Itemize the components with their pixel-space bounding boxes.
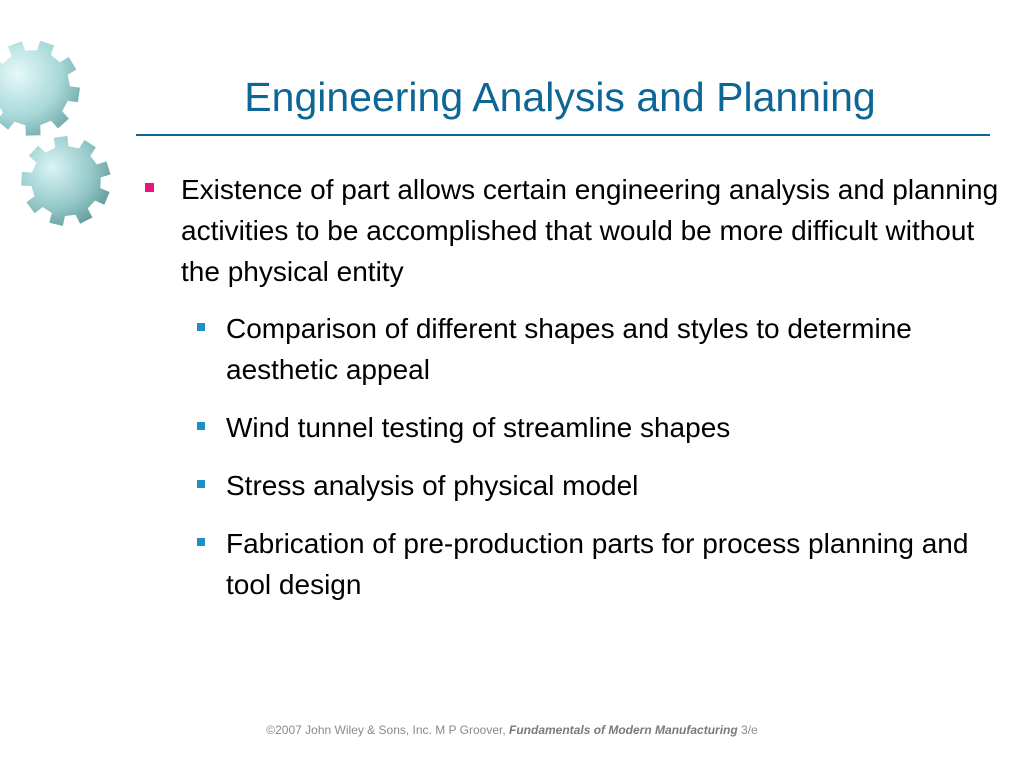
sub-bullet-2	[140, 407, 1000, 448]
sub-bullet-square-icon	[197, 323, 205, 331]
sub-bullet-square-icon	[197, 480, 205, 488]
sub-bullet-text: Fabrication of pre-production parts for process planning and tool design	[226, 528, 969, 600]
bullet-square-icon	[145, 183, 154, 192]
sub-bullet-1	[140, 308, 1000, 390]
slide-content	[140, 169, 1000, 622]
sub-bullet-4	[140, 523, 1000, 605]
gear-icon-bottom	[21, 136, 110, 226]
title-divider	[136, 134, 990, 136]
bullet-main	[140, 169, 1000, 292]
gear-shape	[0, 41, 80, 136]
footer-edition: 3/e	[737, 723, 758, 737]
sub-bullet-3	[140, 465, 1000, 506]
sub-bullet-text: Comparison of different shapes and styles to determine aesthetic appeal	[226, 313, 912, 385]
slide-title: Engineering Analysis and Planning	[244, 74, 876, 120]
gears-decoration	[0, 0, 130, 240]
sub-bullet-text: Stress analysis of physical model	[226, 470, 639, 501]
gear-shape	[21, 136, 110, 226]
sub-bullet-square-icon	[197, 422, 205, 430]
sub-bullet-list	[140, 308, 1000, 605]
bullet-main-text: Existence of part allows certain engineering analysis and planning activities to be accomplished that would be more difficult without the physical entity	[181, 174, 999, 287]
footer-copyright: ©2007 John Wiley & Sons, Inc. M P Groover,	[266, 723, 510, 737]
slide-footer	[0, 723, 1024, 737]
sub-bullet-square-icon	[197, 538, 205, 546]
footer-book-title: Fundamentals of Modern Manufacturing	[509, 723, 738, 737]
sub-bullet-text: Wind tunnel testing of streamline shapes	[226, 412, 731, 443]
gear-icon-top	[0, 41, 80, 136]
